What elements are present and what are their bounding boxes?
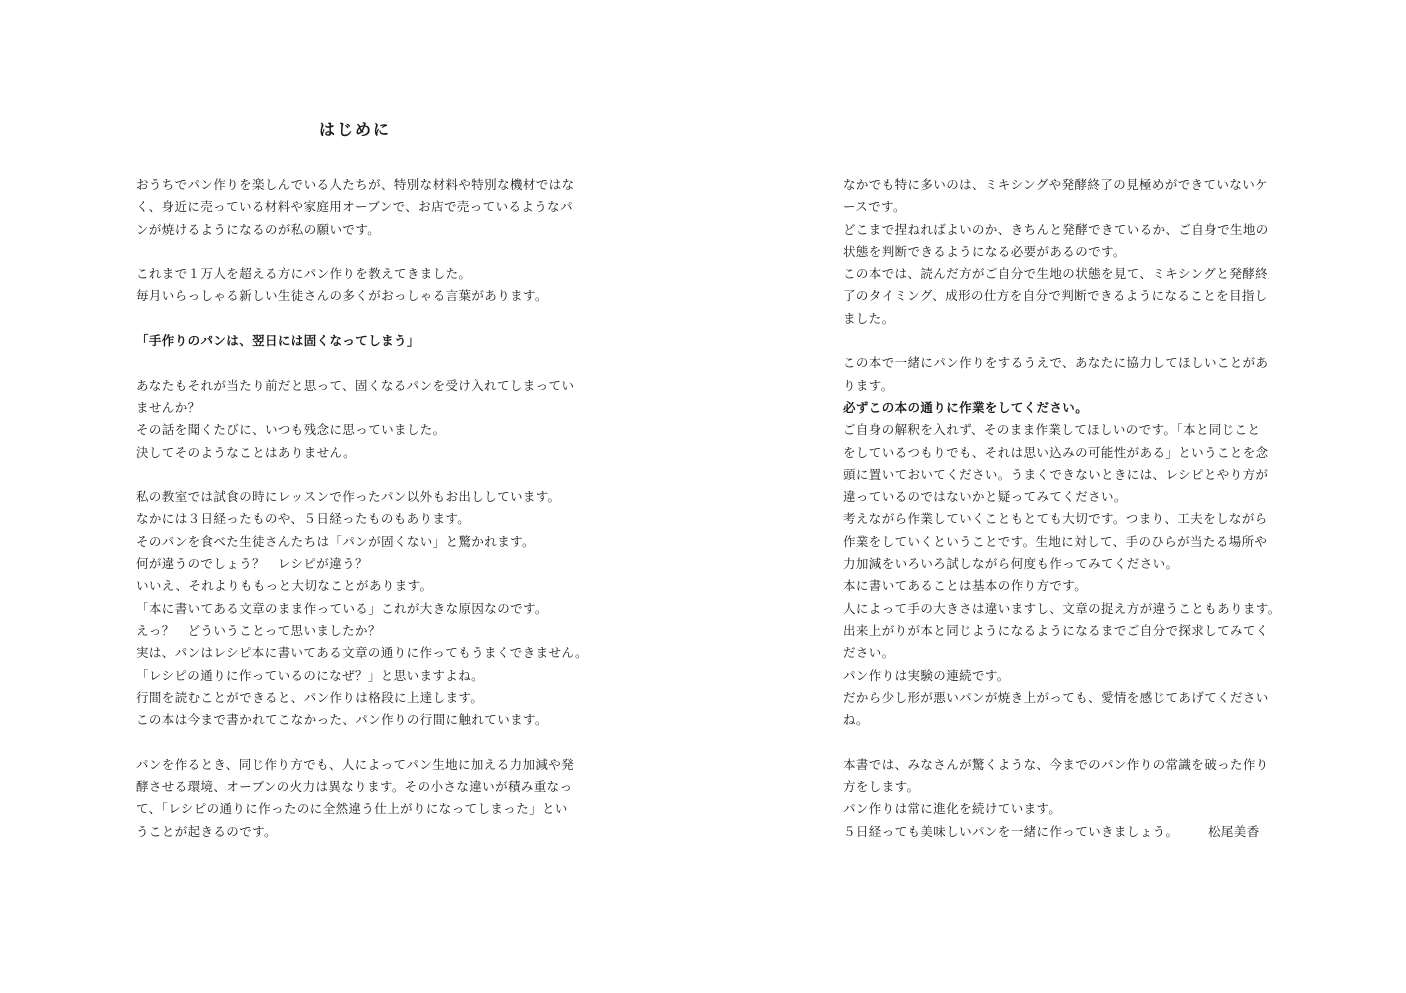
- text-line: えっ？ どういうことって思いましたか？: [136, 622, 381, 638]
- text-line: 頭に置いておいてください。うまくできないときには、レシピとやり方が: [843, 466, 1269, 482]
- blank-line: [136, 731, 586, 753]
- text-line: をしているつもりでも、それは思い込みの可能性がある」ということを念: [843, 444, 1269, 460]
- text-line: 状態を判断できるようになる必要があるのです。: [843, 243, 1126, 259]
- text-line: ースです。: [843, 199, 906, 215]
- text-line: ださい。: [843, 645, 895, 661]
- text-line: パン作りは実験の連続です。: [843, 667, 1010, 683]
- text-line: そのパンを食べた生徒さんたちは「パンが固くない」と驚かれます。: [136, 533, 535, 549]
- text-line: ンが焼けるようになるのが私の願いです。: [136, 221, 381, 237]
- text-line: その話を聞くたびに、いつも残念に思っていました。: [136, 422, 446, 438]
- text-line: どこまで捏ねればよいのか、きちんと発酵できているか、ご自身で生地の: [843, 221, 1269, 237]
- blank-line: [136, 308, 586, 330]
- text-line: ご自身の解釈を入れず、そのまま作業してほしいのです。「本と同じこと: [843, 422, 1261, 438]
- text-line: 方をします。: [843, 779, 920, 795]
- text-line: て、「レシピの通りに作ったのに全然違う仕上がりになってしまった」とい: [136, 801, 568, 817]
- text-line: 決してそのようなことはありません。: [136, 444, 357, 460]
- text-line: ります。: [843, 377, 894, 393]
- text-line: なかでも特に多いのは、ミキシングや発酵終了の見極めができていないケ: [843, 177, 1269, 192]
- text-line: 実は、パンはレシピ本に書いてある文章の通りに作ってもうまくできません。: [136, 645, 588, 661]
- text-line: なかには３日経ったものや、５日経ったものもあります。: [136, 511, 471, 527]
- text-line: ました。: [843, 310, 895, 326]
- text-line: く、身近に売っている材料や家庭用オーブンで、お店で売っているようなパ: [136, 199, 573, 215]
- text-line: だから少し形が悪いパンが焼き上がっても、愛情を感じてあげてください: [843, 689, 1269, 705]
- closing-text: ５日経っても美味しいパンを一緒に作っていきましょう。: [843, 823, 1179, 839]
- text-line: うことが起きるのです。: [136, 823, 277, 839]
- text-line: 人によって手の大きさは違いますし、文章の捉え方が違うこともあります。: [843, 600, 1281, 616]
- text-line: パン作りは常に進化を続けています。: [843, 801, 1062, 817]
- blank-line: [136, 464, 586, 486]
- text-line: 出来上がりが本と同じようになるようになるまでご自分で探求してみてく: [843, 622, 1269, 638]
- text-line: あなたもそれが当たり前だと思って、固くなるパンを受け入れてしまってい: [136, 377, 575, 393]
- text-line: この本は今まで書かれてこなかった、パン作りの行間に触れています。: [136, 712, 548, 728]
- text-line: 毎月いらっしゃる新しい生徒さんの多くがおっしゃる言葉があります。: [136, 288, 548, 304]
- text-line: 考えながら作業していくこともとても大切です。つまり、工夫をしながら: [843, 511, 1268, 527]
- text-line: 力加減をいろいろ試しながら何度も作ってみてください。: [843, 556, 1179, 572]
- text-line: 酵させる環境、オーブンの火力は異なります。その小さな違いが積み重なっ: [136, 779, 573, 795]
- text-line: 「レシピの通りに作っているのになぜ？」と思いますよね。: [136, 667, 484, 683]
- author-signature: 松尾美香: [1208, 823, 1260, 839]
- text-line: 本書では、みなさんが驚くような、今までのパン作りの常識を破った作り: [843, 756, 1269, 772]
- emphasis-line: 必ずこの本の通りに作業をしてください。: [843, 399, 1089, 415]
- text-line: これまで１万人を超える方にパン作りを教えてきました。: [136, 266, 472, 282]
- text-line: 了のタイミング、成形の仕方を自分で判断できるようになることを目指し: [843, 288, 1268, 304]
- quote-line: 「手作りのパンは、翌日には固くなってしまう」: [136, 333, 420, 349]
- text-line: 何が違うのでしょう？ レシピが違う？: [136, 556, 368, 572]
- text-line: 行間を読むことができると、パン作りは格段に上達します。: [136, 689, 484, 705]
- text-line: ね。: [843, 712, 869, 728]
- right-page-text: [843, 174, 1283, 843]
- closing-line: [843, 821, 1283, 843]
- text-line: この本で一緒にパン作りをするうえで、あなたに協力してほしいことがあ: [843, 355, 1269, 371]
- text-line: 作業をしていくということです。生地に対して、手のひらが当たる場所や: [843, 533, 1268, 549]
- text-line: ませんか？: [136, 399, 201, 415]
- text-line: パンを作るとき、同じ作り方でも、人によってパン生地に加える力加減や発: [136, 756, 575, 772]
- page-title: はじめに: [319, 120, 392, 139]
- blank-line: [843, 330, 1283, 352]
- text-line: 私の教室では試食の時にレッスンで作ったパン以外もお出ししています。: [136, 489, 561, 505]
- text-line: この本では、読んだ方がご自分で生地の状態を見て、ミキシングと発酵終: [843, 266, 1269, 282]
- text-line: 「本に書いてある文章のまま作っている」これが大きな原因なのです。: [136, 600, 548, 616]
- text-line: おうちでパン作りを楽しんでいる人たちが、特別な材料や特別な機材ではな: [136, 177, 575, 192]
- left-page-text: [136, 174, 586, 843]
- text-line: 違っているのではないかと疑ってみてください。: [843, 489, 1127, 505]
- blank-line: [843, 731, 1283, 753]
- text-line: 本に書いてあることは基本の作り方です。: [843, 578, 1088, 594]
- blank-line: [136, 241, 586, 263]
- text-line: いいえ、それよりももっと大切なことがあります。: [136, 578, 433, 594]
- blank-line: [136, 352, 586, 374]
